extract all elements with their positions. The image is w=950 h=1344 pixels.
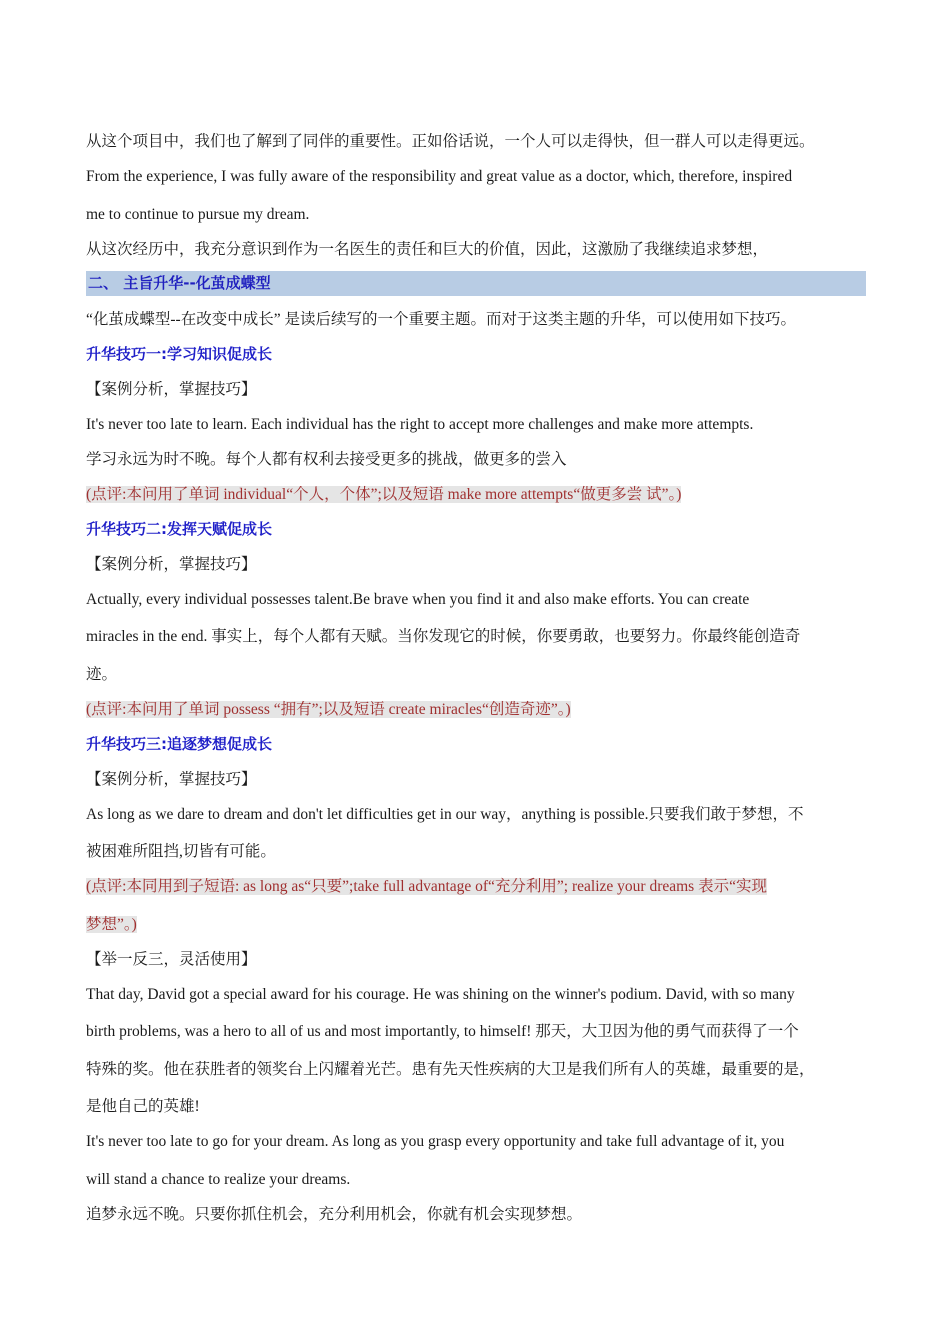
case-analysis-label: 【案例分析，掌握技巧】 [86, 555, 257, 573]
paragraph-line: It's never too late to go for your dream. As long as you grasp every opportunity and take full advantage of it, you [86, 1133, 785, 1150]
case-analysis-label: 【案例分析，掌握技巧】 [86, 770, 257, 788]
comment-text: (点评:本问用了单词 individual“个人，个体”;以及短语 make more attempts“做更多尝 试”。) [86, 485, 682, 503]
case-analysis-label: 【案例分析，掌握技巧】 [86, 380, 257, 398]
paragraph-line: 是他自己的英雄! [86, 1098, 200, 1115]
comment-line [86, 869, 866, 907]
paragraph-line: Actually, every individual possesses talent.Be brave when you find it and also make efforts. You can create [86, 590, 750, 608]
paragraph-line: 被困难所阻挡,切皆有可能。 [86, 843, 276, 860]
skill-title-1: 升华技巧一:学习知识促成长 [86, 344, 272, 363]
paragraph-line: 从这次经历中，我充分意识到作为一名医生的责任和巨大的价值，因此，这激励了我继续追求梦想， [86, 240, 769, 258]
paragraph-line: 追梦永远不晚。只要你抓住机会，充分利用机会，你就有机会实现梦想。 [86, 1205, 583, 1223]
paragraph-line: “化茧成蝶型--在改变中成长” 是读后续写的一个重要主题。而对于这类主题的升华，可以使用如下技巧。 [86, 310, 796, 328]
paragraph-line: 从这个项目中，我们也了解到了同伴的重要性。正如俗话说，一个人可以走得快，但一群人可以走得更远。 [86, 133, 815, 150]
paragraph-line: As long as we dare to dream and don't let difficulties get in our way，anything is possible.只要我们敢于梦想，不 [86, 805, 804, 823]
document-page [86, 124, 866, 1232]
paragraph-line: birth problems, was a hero to all of us and most importantly, to himself! 那天，大卫因为他的勇气而获得了一个 [86, 1023, 799, 1040]
comment-line [86, 907, 866, 942]
paragraph-line: will stand a chance to realize your dreams. [86, 1170, 351, 1188]
paragraph-line: That day, David got a special award for his courage. He was shining on the winner's podium. David, with so many [86, 985, 795, 1003]
skill-title-3: 升华技巧三:追逐梦想促成长 [86, 734, 272, 753]
comment-text: 梦想”。) [86, 915, 137, 933]
comment-line [86, 692, 866, 727]
comment-text: (点评:本同用到子短语: as long as“只要”;take full advantage of“充分利用”; realize your dreams 表示“实现 [86, 878, 767, 895]
paragraph-line: miracles in the end. 事实上，每个人都有天赋。当你发现它的时候，你要勇敢，也要努力。你最终能创造奇 [86, 628, 801, 645]
practice-label: 【举一反三，灵活使用】 [86, 950, 257, 968]
paragraph-line: 学习永远为时不晚。每个人都有权利去接受更多的挑战，做更多的尝入 [86, 450, 567, 468]
paragraph-line: 迹。 [86, 665, 118, 683]
paragraph-line: me to continue to pursue my dream. [86, 205, 310, 223]
section-heading: 二、 主旨升华--化茧成蝶型 [86, 271, 866, 296]
skill-title-2: 升华技巧二:发挥天赋促成长 [86, 519, 272, 538]
comment-line [86, 477, 866, 512]
paragraph-line: 特殊的奖。他在获胜者的领奖台上闪耀着光芒。患有先天性疾病的大卫是我们所有人的英雄，最重要的是， [86, 1060, 815, 1078]
paragraph-line: It's never too late to learn. Each individual has the right to accept more challenges and make more attempts. [86, 415, 754, 433]
paragraph-line: From the experience, I was fully aware of the responsibility and great value as a doctor, which, therefore, inspired [86, 168, 793, 185]
comment-text: (点评:本问用了单词 possess “拥有”;以及短语 create miracles“创造奇迹”。) [86, 700, 571, 718]
